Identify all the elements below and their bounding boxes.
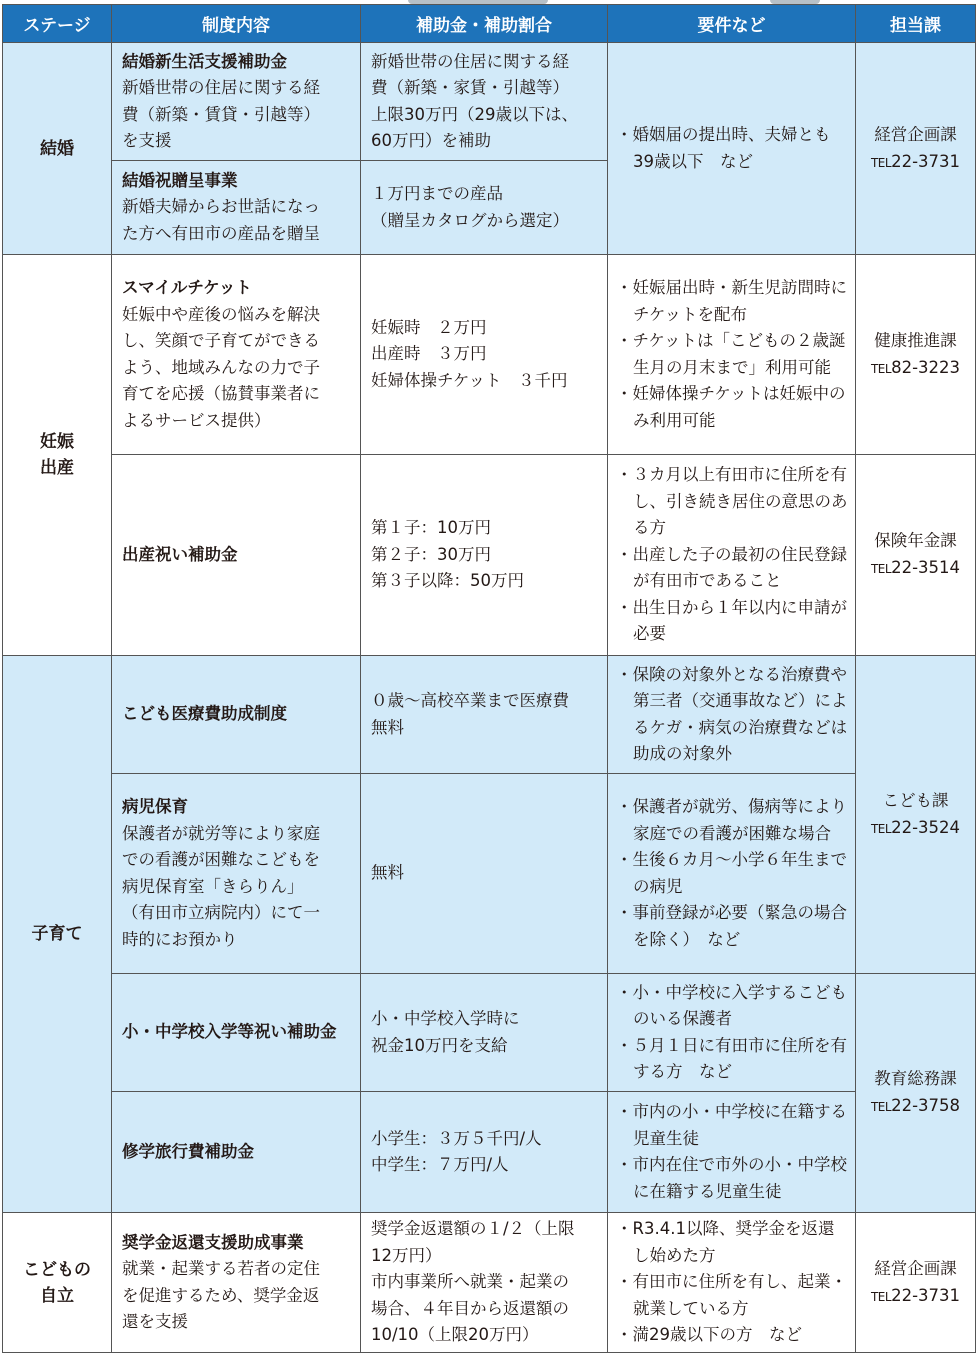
program-smile: スマイルチケット 妊娠中や産後の悩みを解決 し、笑顔で子育てができる よう、地域みんなの力で子 育てを応援（協賛事業者に よるサービス提供） bbox=[112, 255, 361, 455]
department-planning: 経営企画課 TEL22-3731 bbox=[856, 43, 976, 255]
program-name: 結婚祝贈呈事業 bbox=[122, 170, 238, 190]
table-row bbox=[3, 656, 976, 774]
header-amount: 補助金・補助割合 bbox=[361, 5, 608, 43]
requirements-smile: ・妊娠届出時・新生児訪問時にチケットを配布 ・チケットは「こどもの２歳誕生月の月末まで」利用可能 ・妊婦体操チケットは妊娠中のみ利用可能 bbox=[608, 255, 856, 455]
program-trip bbox=[112, 1092, 361, 1213]
department-planning-2: 経営企画課 TEL22-3731 bbox=[856, 1213, 976, 1353]
support-programs-table bbox=[2, 4, 976, 1353]
header-stage: ステージ bbox=[3, 5, 112, 43]
amount-trip: 小学生：３万５千円/人 中学生：７万円/人 bbox=[361, 1092, 608, 1213]
table-row bbox=[3, 43, 976, 161]
program-medical bbox=[112, 656, 361, 774]
stage-pregnancy: 妊娠 出産 bbox=[3, 255, 112, 656]
table-header-row bbox=[3, 5, 976, 43]
program-name: 小・中学校入学等祝い補助金 bbox=[122, 1022, 337, 1042]
amount-birth: 第１子：10万円 第２子：30万円 第３子以降：50万円 bbox=[361, 455, 608, 656]
amount-school: 小・中学校入学時に 祝金10万円を支給 bbox=[361, 974, 608, 1092]
program-newlife: 結婚新生活支援補助金 新婚世帯の住居に関する経 費（新築・賃貸・引越等） を支援 bbox=[112, 43, 361, 161]
department-pension: 保険年金課 TEL22-3514 bbox=[856, 455, 976, 656]
requirements-sickcare: ・保護者が就労、傷病等により家庭での看護が困難な場合 ・生後６カ月～小学６年生までの病児 ・事前登録が必要（緊急の場合を除く） など bbox=[608, 774, 856, 974]
program-birth bbox=[112, 455, 361, 656]
requirements-scholar: ・R3.4.1以降、奨学金を返還し始めた方 ・有田市に住所を有し、起業・就業している方 ・満29歳以下の方 など bbox=[608, 1213, 856, 1353]
amount-scholar: 奨学金返還額の１/２（上限 12万円） 市内事業所へ就業・起業の 場合、４年目から返還額の 10/10（上限20万円） bbox=[361, 1213, 608, 1353]
program-name: 結婚新生活支援補助金 bbox=[122, 51, 287, 71]
program-gift: 結婚祝贈呈事業 新婚夫婦からお世話になっ た方へ有田市の産品を贈呈 bbox=[112, 161, 361, 255]
requirements-school: ・小・中学校に入学するこどものいる保護者 ・５月１日に有田市に住所を有する方 など bbox=[608, 974, 856, 1092]
program-school bbox=[112, 974, 361, 1092]
program-name: 奨学金返還支援助成事業 bbox=[122, 1232, 304, 1252]
stage-independence: こどもの 自立 bbox=[3, 1213, 112, 1353]
requirements-medical: ・保険の対象外となる治療費や第三者（交通事故など）によるケガ・病気の治療費などは助成の対象外 bbox=[608, 656, 856, 774]
department-education: 教育総務課 TEL22-3758 bbox=[856, 974, 976, 1213]
header-department: 担当課 bbox=[856, 5, 976, 43]
program-name: 出産祝い補助金 bbox=[122, 544, 238, 564]
table-row bbox=[3, 774, 976, 974]
stage-childcare: 子育て bbox=[3, 656, 112, 1213]
table-row bbox=[3, 1213, 976, 1353]
amount-smile: 妊娠時 ２万円 出産時 ３万円 妊婦体操チケット ３千円 bbox=[361, 255, 608, 455]
program-sickcare: 病児保育 保護者が就労等により家庭 での看護が困難なこどもを 病児保育室「きらりん」 （有田市立病院内）にて一 時的にお預かり bbox=[112, 774, 361, 974]
department-children: こども課 TEL22-3524 bbox=[856, 656, 976, 974]
amount-sickcare: 無料 bbox=[361, 774, 608, 974]
amount-gift: １万円までの産品 （贈呈カタログから選定） bbox=[361, 161, 608, 255]
amount-medical: ０歳～高校卒業まで医療費 無料 bbox=[361, 656, 608, 774]
table-row bbox=[3, 974, 976, 1092]
table-row bbox=[3, 255, 976, 455]
table-row bbox=[3, 1092, 976, 1213]
requirements-birth: ・３カ月以上有田市に住所を有し、引き続き居住の意思のある方 ・出産した子の最初の住民登録が有田市であること ・出生日から１年以内に申請が必要 bbox=[608, 455, 856, 656]
program-name: スマイルチケット bbox=[122, 278, 252, 297]
amount-newlife: 新婚世帯の住居に関する経 費（新築・家賃・引越等） 上限30万円（29歳以下は、 60万円）を補助 bbox=[361, 43, 608, 161]
table-row bbox=[3, 455, 976, 656]
requirements-marriage: ・婚姻届の提出時、夫婦とも39歳以下 など bbox=[608, 43, 856, 255]
header-requirements: 要件など bbox=[608, 5, 856, 43]
stage-marriage: 結婚 bbox=[3, 43, 112, 255]
program-name: 病児保育 bbox=[122, 797, 188, 816]
program-name: こども医療費助成制度 bbox=[122, 704, 287, 724]
header-program: 制度内容 bbox=[112, 5, 361, 43]
program-scholar: 奨学金返還支援助成事業 就業・起業する若者の定住 を促進するため、奨学金返 還を支援 bbox=[112, 1213, 361, 1353]
department-health: 健康推進課 TEL82-3223 bbox=[856, 255, 976, 455]
program-name: 修学旅行費補助金 bbox=[122, 1141, 254, 1161]
requirements-trip: ・市内の小・中学校に在籍する児童生徒 ・市内在住で市外の小・中学校に在籍する児童生徒 bbox=[608, 1092, 856, 1213]
